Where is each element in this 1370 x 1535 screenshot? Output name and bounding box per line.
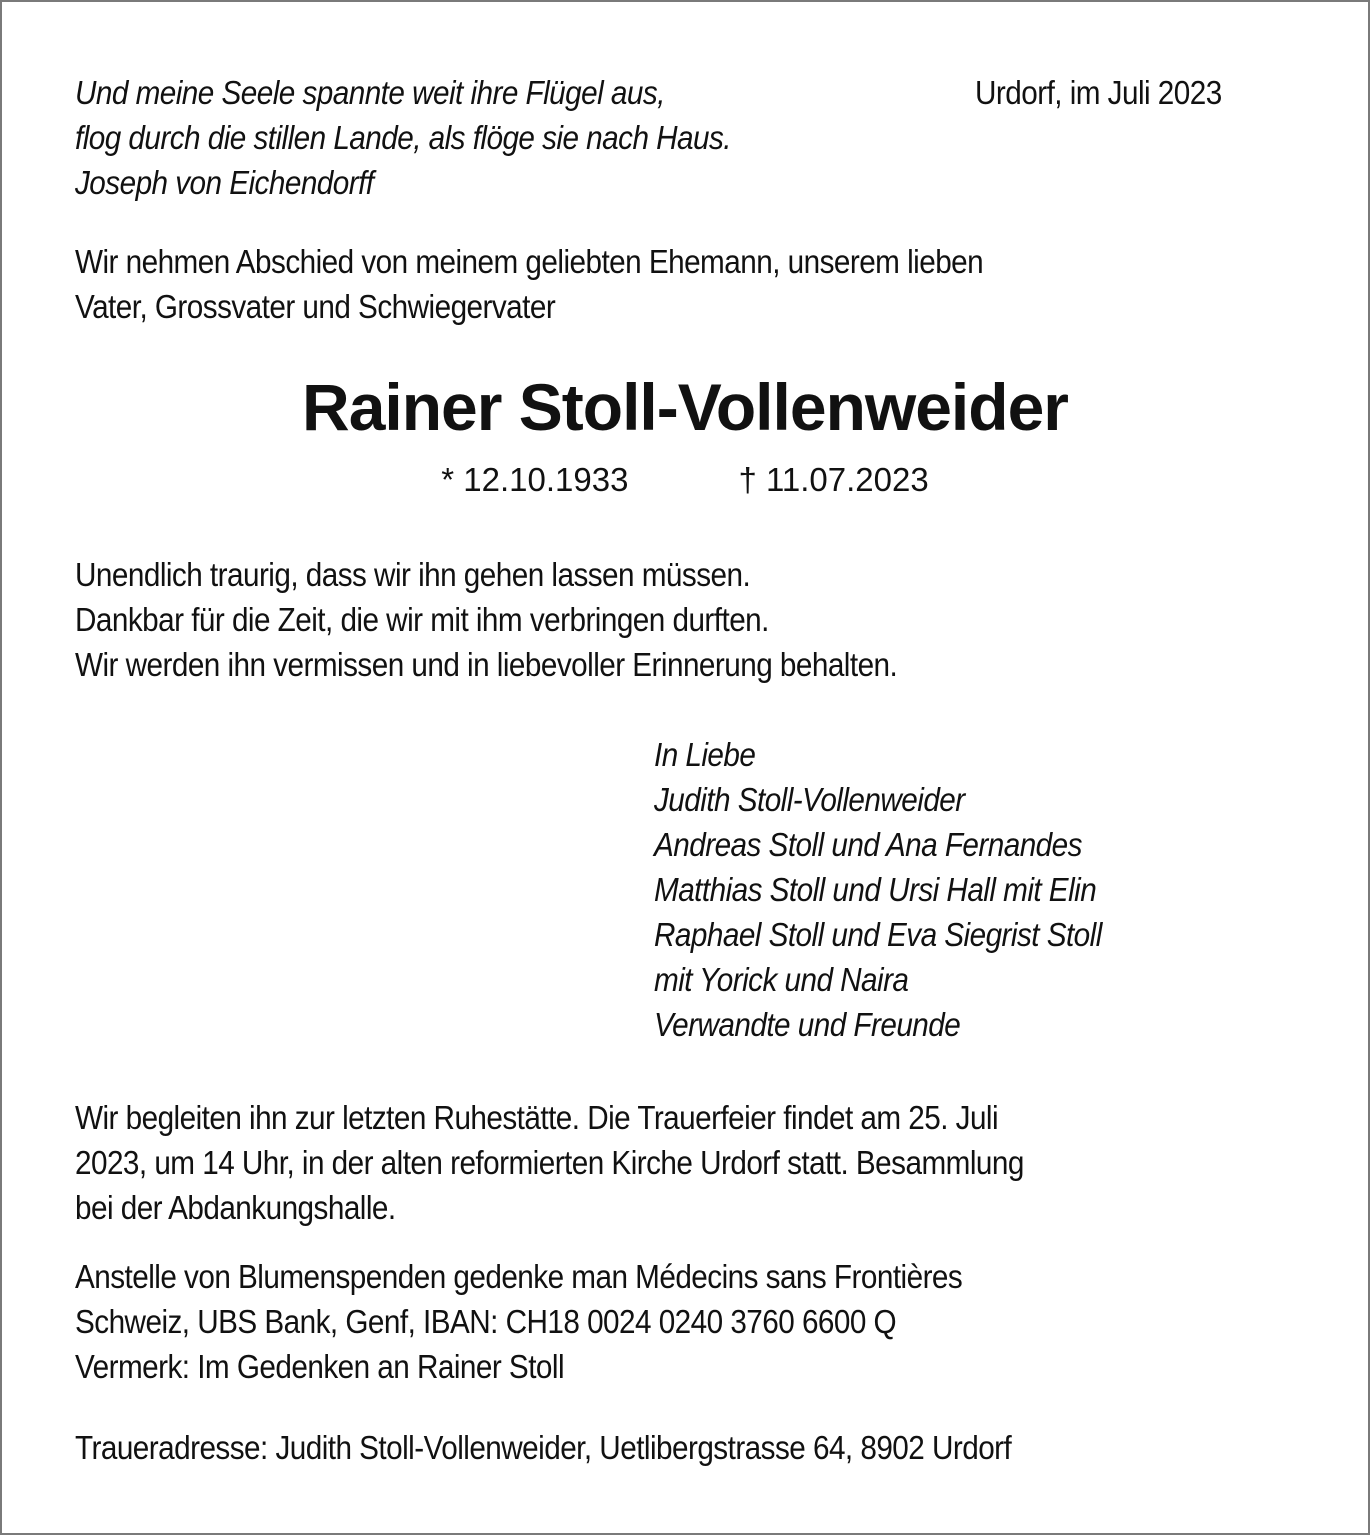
signers-list [654,732,1102,1047]
intro-line: Vater, Grossvater und Schwiegervater [75,288,556,325]
motto-quote [75,70,731,205]
donation-line: Vermerk: Im Gedenken an Rainer Stoll [75,1348,565,1385]
intro-line: Wir nehmen Abschied von meinem geliebten Ehemann, unserem lieben [75,243,984,280]
motto-author: Joseph von Eichendorff [75,164,374,201]
place-date: Urdorf, im Juli 2023 [975,74,1222,111]
signer-line: Raphael Stoll und Eva Siegrist Stoll [654,916,1102,953]
deceased-name: Rainer Stoll-Vollenweider [302,370,1068,444]
birth-date: * 12.10.1933 [441,461,629,498]
sorrow-text [75,552,897,687]
service-line: 2023, um 14 Uhr, in der alten reformierten Kirche Urdorf statt. Besammlung [75,1144,1024,1181]
life-dates [2,457,1368,502]
service-line: bei der Abdankungshalle. [75,1189,396,1226]
donation-info [75,1254,962,1389]
signer-line: Verwandte und Freunde [654,1006,961,1043]
donation-line: Anstelle von Blumenspenden gedenke man Médecins sans Frontières [75,1258,963,1295]
signer-line: Andreas Stoll und Ana Fernandes [654,826,1082,863]
signer-line: Judith Stoll-Vollenweider [654,781,965,818]
sorrow-line: Dankbar für die Zeit, die wir mit ihm verbringen durften. [75,601,769,638]
death-date: † 11.07.2023 [738,461,929,498]
signer-line: Matthias Stoll und Ursi Hall mit Elin [654,871,1097,908]
signer-line: In Liebe [654,736,756,773]
mourning-address: Traueradresse: Judith Stoll-Vollenweider, Uetlibergstrasse 64, 8902 Urdorf [75,1429,1012,1466]
signer-line: mit Yorick und Naira [654,961,909,998]
funeral-service-info [75,1095,1024,1230]
sorrow-line: Unendlich traurig, dass wir ihn gehen lassen müssen. [75,556,751,593]
donation-line: Schweiz, UBS Bank, Genf, IBAN: CH18 0024 0240 3760 6600 Q [75,1303,897,1340]
service-line: Wir begleiten ihn zur letzten Ruhestätte. Die Trauerfeier findet am 25. Juli [75,1099,999,1136]
motto-line: flog durch die stillen Lande, als flöge sie nach Haus. [75,119,732,156]
intro-text [75,239,983,329]
sorrow-line: Wir werden ihn vermissen und in liebevoller Erinnerung behalten. [75,646,898,683]
motto-line: Und meine Seele spannte weit ihre Flügel aus, [75,74,665,111]
